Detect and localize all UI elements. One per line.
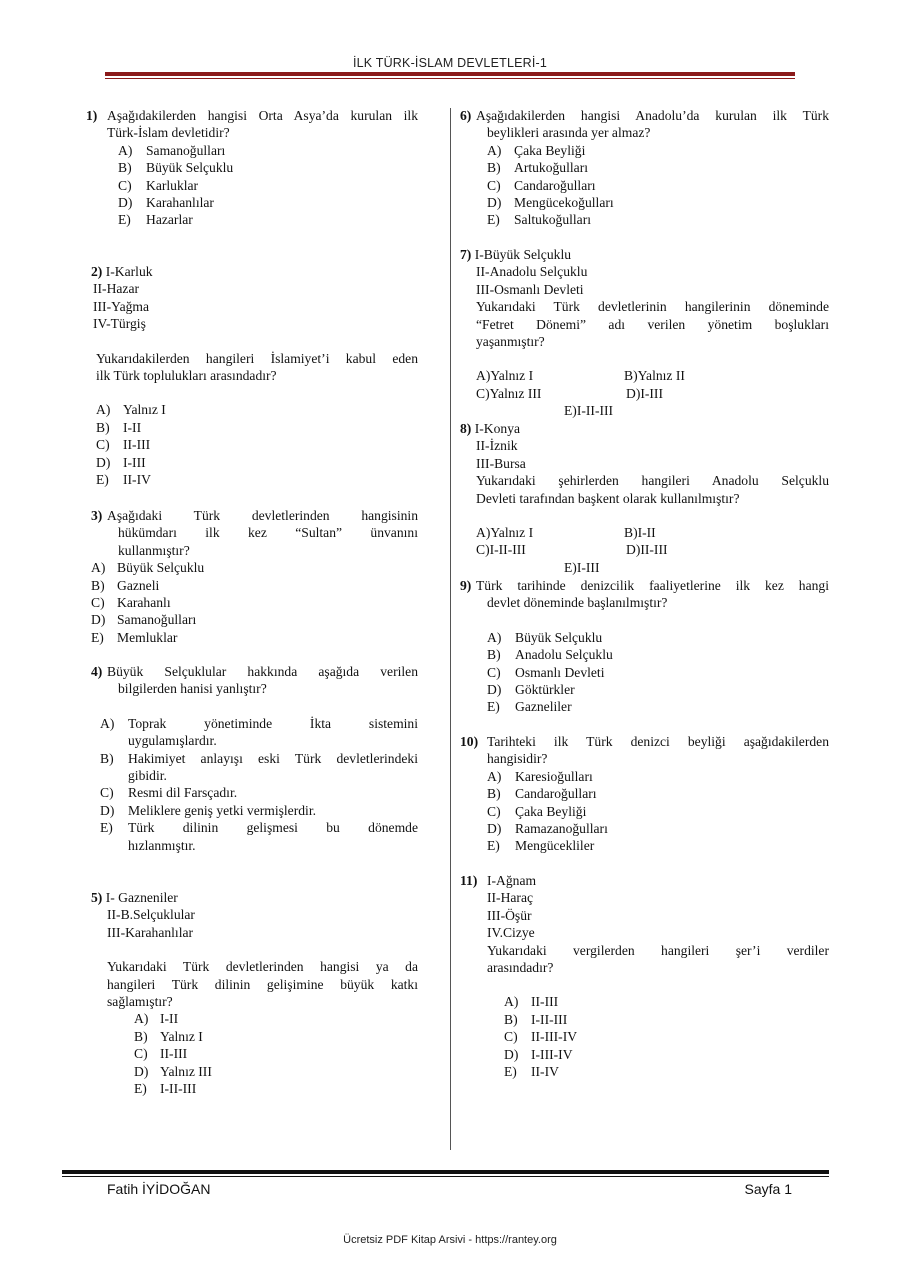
- question-item: 11) I-Ağnam: [460, 873, 537, 888]
- option-d: D) Karahanlılar: [118, 195, 214, 211]
- options: [460, 142, 829, 229]
- question-4-stem: [91, 663, 418, 698]
- option-e: E) Hazarlar: [118, 212, 193, 228]
- question-line: Türk tarihinde denizcilik faaliyetlerine ilk kez hangi: [476, 578, 829, 593]
- question-item: II-B.Selçuklular: [107, 907, 195, 923]
- option-a: A) Büyük Selçuklu: [91, 560, 205, 576]
- question-line: Büyük Selçuklular hakkında aşağıda verilen: [107, 664, 418, 679]
- option-e: E) Gazneliler: [487, 699, 572, 715]
- options: [460, 629, 829, 716]
- option-b: B) I-II: [96, 419, 142, 435]
- question-text: [107, 663, 418, 698]
- question-item: 5) I- Gazneniler: [91, 890, 178, 905]
- option-a: A) Karesioğulları: [487, 768, 593, 784]
- options: [460, 367, 829, 402]
- option-c: C) II-III: [134, 1046, 188, 1062]
- question-11: [460, 872, 829, 1080]
- question-line: Devleti tarafından başkent olarak kullanılmıştır?: [476, 490, 740, 506]
- source-note: Ücretsiz PDF Kitap Arsivi - https://rantey.org: [343, 1234, 557, 1246]
- question-text: [487, 733, 829, 768]
- question-line: Yukarıdakilerden hangileri İslamiyet’i kabul eden: [96, 350, 418, 366]
- question-item: II-Haraç: [487, 890, 534, 906]
- question-8: [460, 420, 829, 576]
- question-number: 3): [91, 508, 103, 523]
- question-line: Aşağıdakilerden hangisi Anadolu’da kurulan ilk Türk: [476, 108, 829, 123]
- question-line: Tarihteki ilk Türk denizci beyliği aşağıdakilerden: [487, 734, 829, 749]
- question-number: 5): [91, 890, 103, 905]
- question-item: III-Karahanlılar: [107, 924, 194, 940]
- question-item: IV-Türgiş: [93, 316, 146, 332]
- option-d: D)I-III: [626, 385, 663, 401]
- option-b: B) Yalnız I: [134, 1028, 203, 1044]
- option-b: B)Yalnız II: [624, 368, 685, 384]
- header-rule-thin: [105, 78, 795, 79]
- option-e: E)I-II-III: [564, 403, 614, 419]
- option-d: D) I-III-IV: [504, 1046, 573, 1062]
- question-1: [86, 107, 418, 229]
- question-line: Türk-İslam devletidir?: [107, 125, 230, 141]
- question-line: Aşağıdaki Türk devletlerinden hangisinin: [107, 508, 418, 523]
- question-text: [476, 577, 829, 612]
- question-9-stem: [460, 577, 829, 612]
- option-e: E) Memluklar: [91, 629, 178, 645]
- options: [91, 559, 418, 646]
- option-c: C) Karluklar: [118, 177, 199, 193]
- question-line: bilgilerden hanisi yanlıştır?: [118, 681, 267, 697]
- option-c: C) Candaroğulları: [487, 177, 596, 193]
- option-b: B) I-II-III: [504, 1011, 568, 1027]
- option-a: A) Büyük Selçuklu: [487, 629, 603, 645]
- question-3-stem: [91, 507, 418, 559]
- option-e: E) Saltukoğulları: [487, 212, 592, 228]
- option-e: E) II-IV: [504, 1064, 559, 1080]
- question-line: Yukarıdaki vergilerden hangileri şer’i verdiler: [487, 942, 829, 958]
- option-d: D) I-III: [96, 454, 146, 470]
- options: [460, 768, 829, 855]
- option-b: B) Artukoğulları: [487, 160, 588, 176]
- option-d: D) Samanoğulları: [91, 612, 197, 628]
- page-title: İLK TÜRK-İSLAM DEVLETLERİ-1: [352, 56, 548, 70]
- header-rule: [105, 72, 795, 76]
- question-2: [91, 263, 418, 488]
- question-number: 8): [460, 421, 472, 436]
- question-line: Aşağıdakilerden hangisi Orta Asya’da kurulan ilk: [107, 108, 418, 123]
- option-c: C) Osmanlı Devleti: [487, 664, 605, 680]
- option-b: B) Candaroğulları: [487, 786, 597, 802]
- option-a: A)Yalnız I: [476, 368, 534, 384]
- question-9: [460, 577, 829, 716]
- options: [86, 142, 418, 229]
- option-d: D) Mengücekoğulları: [487, 195, 614, 211]
- question-item: 2) I-Karluk: [91, 264, 153, 279]
- question-7: [460, 246, 829, 420]
- option-d: D)II-III: [626, 542, 668, 558]
- question-item: 8) I-Konya: [460, 421, 521, 436]
- option-c: C) II-III-IV: [504, 1029, 578, 1045]
- page-number: Sayfa 1: [744, 1181, 792, 1197]
- question-number: 1): [86, 108, 98, 123]
- question-item: III-Yağma: [93, 298, 150, 314]
- question-10: [460, 733, 829, 855]
- question-line: arasındadır?: [487, 960, 554, 976]
- question-item: 7) I-Büyük Selçuklu: [460, 247, 572, 262]
- footer-author: Fatih İYİDOĞAN: [107, 1181, 211, 1197]
- option-e: E) II-IV: [96, 472, 151, 488]
- question-item: III-Bursa: [476, 455, 526, 471]
- option-d: D) Yalnız III: [134, 1063, 212, 1079]
- question-line: hükümdarı ilk kez “Sultan” ünvanını: [118, 525, 418, 541]
- option-e: E) Mengücekliler: [487, 838, 595, 854]
- option-a: A) Yalnız I: [96, 402, 166, 418]
- question-item: II-Hazar: [93, 281, 140, 297]
- question-number: 7): [460, 247, 472, 262]
- question-text: [107, 507, 418, 559]
- question-10-stem: [460, 733, 829, 768]
- option-c: C)Yalnız III: [476, 385, 542, 401]
- options: [91, 1010, 418, 1097]
- question-number: 11): [460, 873, 478, 888]
- question-line: ilk Türk toplulukları arasındadır?: [96, 368, 277, 384]
- question-line: beylikleri arasında yer almaz?: [487, 125, 651, 141]
- footer-rule: [62, 1170, 829, 1174]
- option-c: C) Karahanlı: [91, 595, 171, 611]
- question-6-stem: [460, 107, 829, 142]
- question-1-stem: [86, 107, 418, 142]
- question-line: Yukarıdaki Türk devletlerinden hangisi ya da: [107, 959, 418, 975]
- question-item: III-Osmanlı Devleti: [476, 281, 584, 297]
- option-d: D) Ramazanoğulları: [487, 821, 608, 837]
- option-b: B)I-II: [624, 525, 656, 541]
- options: [91, 715, 418, 854]
- question-line: Yukarıdaki şehirlerden hangileri Anadolu Selçuklu: [476, 473, 829, 489]
- question-4: [91, 663, 418, 854]
- option-d: D) Göktürkler: [487, 682, 575, 698]
- option-e: E) Türk dilinin gelişmesi bu dönemde hızlanmıştır.: [100, 820, 418, 853]
- option-a: A)Yalnız I: [476, 525, 534, 541]
- option-c: C) II-III: [96, 437, 151, 453]
- option-e: E)I-III: [564, 559, 600, 575]
- question-line: “Fetret Dönemi” adı verilen yönetim boşlukları: [476, 316, 829, 332]
- option-a: A) II-III: [504, 994, 559, 1010]
- option-a: A) Samanoğulları: [118, 142, 226, 158]
- option-b: B) Gazneli: [91, 577, 160, 593]
- question-line: devlet döneminde başlanılmıştır?: [487, 595, 668, 611]
- option-b: B) Büyük Selçuklu: [118, 160, 234, 176]
- question-item: III-Öşür: [487, 907, 532, 923]
- option-d: D) Meliklere geniş yetki vermişlerdir.: [100, 802, 316, 818]
- question-item: II-İznik: [476, 438, 518, 454]
- question-5: [91, 889, 418, 1097]
- question-number: 4): [91, 664, 103, 679]
- option-c: C)I-II-III: [476, 542, 526, 558]
- option-b: B) Anadolu Selçuklu: [487, 647, 613, 663]
- option-a: A) Çaka Beyliği: [487, 142, 586, 158]
- column-divider: [450, 108, 451, 1150]
- option-c: C) Resmi dil Farsçadır.: [100, 785, 238, 801]
- option-e: E) I-II-III: [134, 1081, 197, 1097]
- question-6: [460, 107, 829, 229]
- options: [460, 993, 829, 1080]
- question-item: IV.Cizye: [487, 925, 535, 941]
- option-b: B) Hakimiyet anlayışı eski Türk devletlerindeki gibidir.: [100, 750, 418, 784]
- question-item: II-Anadolu Selçuklu: [476, 264, 588, 280]
- question-line: hangisidir?: [487, 751, 548, 767]
- question-3: [91, 507, 418, 646]
- question-line: sağlamıştır?: [107, 994, 173, 1010]
- question-line: yaşanmıştır?: [476, 334, 545, 350]
- option-a: A) Toprak yönetiminde İkta sistemini uygulamışlardır.: [100, 715, 418, 749]
- question-number: 9): [460, 578, 472, 593]
- question-number: 10): [460, 734, 479, 749]
- options: [460, 524, 829, 559]
- question-text: [476, 107, 829, 142]
- question-line: kullanmıştır?: [118, 542, 190, 558]
- footer-rule-thin: [62, 1176, 829, 1177]
- option-c: C) Çaka Beyliği: [487, 803, 587, 819]
- question-line: Yukarıdaki Türk devletlerinin hangilerinin döneminde: [476, 299, 829, 315]
- question-number: 2): [91, 264, 103, 279]
- options: [91, 401, 418, 488]
- question-line: hangileri Türk dilinin gelişimine büyük katkı: [107, 976, 418, 992]
- option-a: A) I-II: [134, 1011, 179, 1027]
- question-text: [107, 107, 418, 142]
- question-number: 6): [460, 108, 472, 123]
